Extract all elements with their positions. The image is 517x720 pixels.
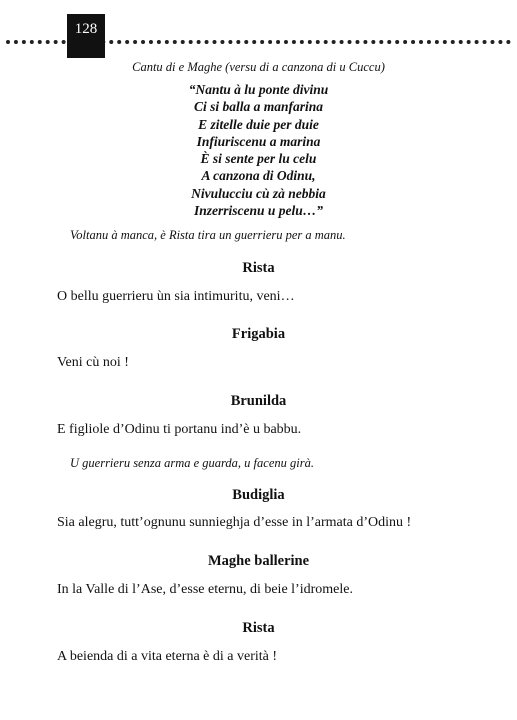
page-number: 128 [67, 14, 105, 58]
dialogue-line: Sia alegru, tutt’ognunu sunnieghja d’esse in l’armata d’Odinu ! [57, 515, 412, 530]
speaker-name: Rista [242, 620, 275, 636]
song-line: È si sente per lu celu [200, 151, 317, 167]
dialogue-line: In la Valle di l’Ase, d’esse eternu, di beie l’idromele. [57, 582, 353, 597]
speaker-name: Rista [242, 260, 275, 276]
stage-direction-intro: Cantu di e Maghe (versu di a canzona di u Cuccu) [132, 60, 385, 74]
song-verse [0, 81, 517, 219]
stage-direction: Voltanu à manca, è Rista tira un guerrieru per a manu. [70, 228, 346, 242]
song-line: Ci si balla a manfarina [193, 99, 324, 115]
speaker-name: Frigabia [231, 326, 286, 342]
song-line: Nivulucciu cù zà nebbia [191, 185, 326, 201]
song-line: A canzona di Odinu, [201, 168, 316, 184]
song-line: Infiuriscenu a marina [196, 133, 321, 149]
stage-direction: U guerrieru senza arma e guarda, u facenu girà. [70, 456, 314, 470]
dialogue-line: A beienda di a vita eterna è di a verità ! [57, 649, 278, 664]
speaker-name: Maghe ballerine [207, 553, 310, 569]
song-line: Inzerriscenu u pelu…” [193, 203, 324, 219]
dialogue-line: E figliole d’Odinu ti portanu ind’è u babbu. [57, 422, 302, 437]
speaker-name: Budiglia [232, 487, 285, 503]
song-line: E zitelle duie per duie [198, 116, 319, 132]
dialogue-line: O bellu guerrieru ùn sia intimuritu, veni… [57, 289, 295, 304]
dialogue-line: Veni cù noi ! [57, 355, 129, 370]
song-line: “Nantu à lu ponte divinu [188, 82, 329, 97]
speaker-name: Brunilda [230, 393, 287, 409]
